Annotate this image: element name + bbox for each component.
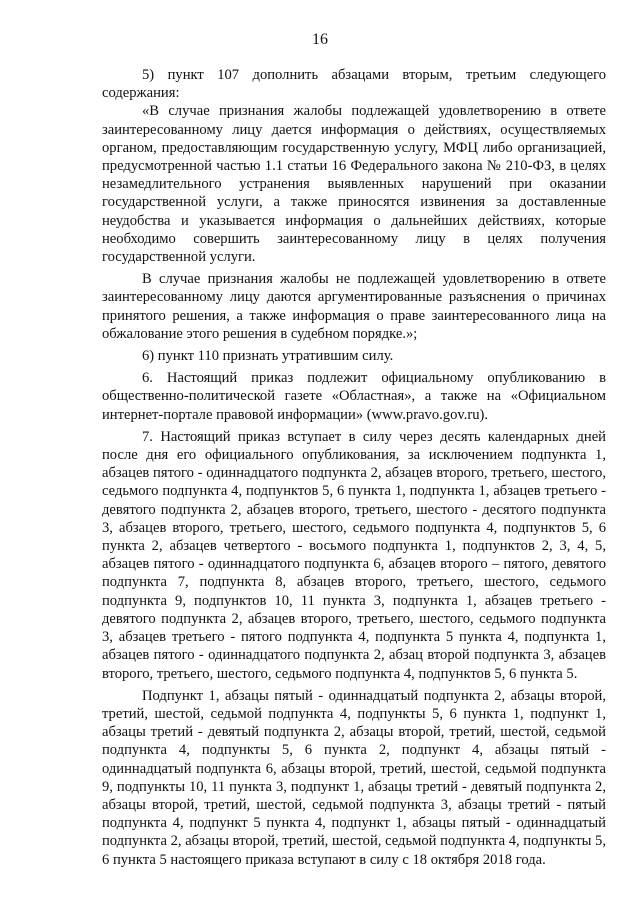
paragraph-entry-into-force: 7. Настоящий приказ вступает в силу через десять календарных дней после дня его официального опубликования, за исключением подпункта 1, абзацев пятого - одиннадцатого подпункта 2, абзацев второго, третьего, шестого, седьмого подпункта 4, подпунктов 5, 6 пункта 1, подпункта 1, абзацев третьего - девятого подпункта 2, абзацев второго, третьего, шестого - десятого подпункта 3, абзацев второго, третьего, шестого, седьмого подпункта 4, подпунктов 5, 6 пункта 2, абзацев четвертого - восьмого подпункта 1, подпунктов 2, 3, 4, 5, абзацев пятого - одиннадцатого подпункта 6, абзацев второго – пятого, девятого подпункта 7, подпункта 8, абзацев второго, третьего, шестого, седьмого подпункта 9, подпунктов 10, 11 пункта 3, подпункта 1, абзацев третьего - девятого подпункта 2, абзацев второго, третьего, шестого, седьмого подпункта 3, абзацев третьего - пятого подпункта 4, подпункта 5 пункта 4, подпункта 1, абзацев пятого - одиннадцатого подпункта 2, абзац второй подпункта 3, абзацев второго, третьего, шестого, седьмого подпункта 4, подпунктов 5, 6 пункта 5. bbox=[102, 428, 606, 682]
paragraph-quote-not-satisfied: В случае признания жалобы не подлежащей удовлетворению в ответе заинтересованному лицу даются аргументированные разъяснения о причинах принятого решения, а также информация о праве заинтересованного лица на обжалование этого решения в судебном порядке.»; bbox=[102, 271, 606, 342]
document-body bbox=[102, 66, 606, 869]
paragraph-publication: 6. Настоящий приказ подлежит официальному опубликованию в общественно-политической газете «Областная», а также на «Официальном интернет-портале правовой информации» (www.pravo.gov.ru). bbox=[102, 370, 606, 423]
paragraph-quote-satisfied: «В случае признания жалобы подлежащей удовлетворению в ответе заинтересованному лицу дается информация о действиях, осуществляемых органом, предоставляющим государственную услугу, МФЦ либо организацией, предусмотренной частью 1.1 статьи 16 Федерального закона № 210-ФЗ, в целях незамедлительного устранения выявленных нарушений при оказании государственной услуги, а также приносятся извинения за доставленные неудобства и указывается информация о дальнейших действиях, которые необходимо совершить заинтересованному лицу в целях получения государственной услуги. bbox=[102, 103, 606, 266]
page-number: 16 bbox=[312, 31, 328, 48]
paragraph-effective-date: Подпункт 1, абзацы пятый - одиннадцатый подпункта 2, абзацы второй, третий, шестой, седьмой подпункта 4, подпункты 5, 6 пункта 1, подпункт 1, абзацы третий - девятый подпункта 2, абзацы второй, третий, шестой, седьмой подпункта 4, подпункты 5, 6 пункта 2, подпункт 4, абзацы пятый - одиннадцатый подпункта 6, абзацы второй, третий, шестой, седьмой подпункта 9, подпункты 10, 11 пункта 3, подпункт 1, абзацы третий - девятый подпункта 2, абзацы второй, третий, шестой, седьмой подпункта 3, абзацы третий - пятый подпункта 4, подпункт 5 пункта 4, подпункт 1, абзацы пятый - одиннадцатый подпункта 2, абзацы второй, третий, шестой, седьмой подпункта 4, подпункты 5, 6 пункта 5 настоящего приказа вступают в силу с 18 октября 2018 года. bbox=[102, 687, 607, 868]
paragraph-item-5-intro: 5) пункт 107 дополнить абзацами вторым, третьим следующего содержания: bbox=[102, 67, 606, 102]
paragraph-item-6-repeal: 6) пункт 110 признать утратившим силу. bbox=[142, 348, 394, 365]
